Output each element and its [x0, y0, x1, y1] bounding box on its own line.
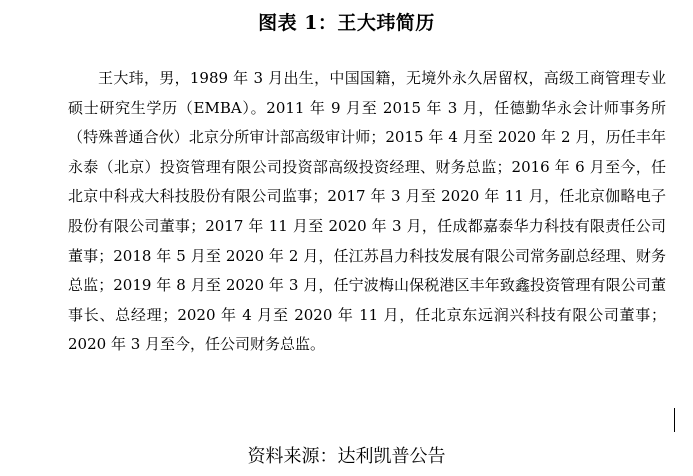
bio-paragraph: 王大玮，男，1989 年 3 月出生，中国国籍，无境外永久居留权，高级工商管理专业硕士研究生学历（EMBA）。2011 年 9 月至 2015 年 3 月，任德勤华永会计师事务所（特殊普通合伙）北京分所审计部高级审计师；2015 年 4 月至 2020 年 2 月，历任丰年永泰（北京）投资管理有限公司投资部高级投资经理、财务总监；2016 年 6 月至今，任北京中科戎大科技股份有限公司监事；2017 年 3 月至 2020 年 11 月，任北京伽略电子股份有限公司董事；2017 年 11 月至 2020 年 3 月，任成都嘉泰华力科技有限责任公司董事；2018 年 5 月至 2020 年 2 月，任江苏昌力科技发展有限公司常务副总经理、财务总监；2019 年 8 月至 2020 年 3 月，任宁波梅山保税港区丰年致鑫投资管理有限公司董事长、总经理；2020 年 4 月至 2020 年 11 月，任北京东远润兴科技有限公司董事；2020 年 3 月至今，任公司财务总监。 [68, 69, 666, 354]
page-title: 图表 1：王大玮简历 [258, 12, 435, 34]
source-note: 资料来源：达利凯普公告 [247, 446, 446, 467]
text-cursor-mark [674, 408, 675, 432]
